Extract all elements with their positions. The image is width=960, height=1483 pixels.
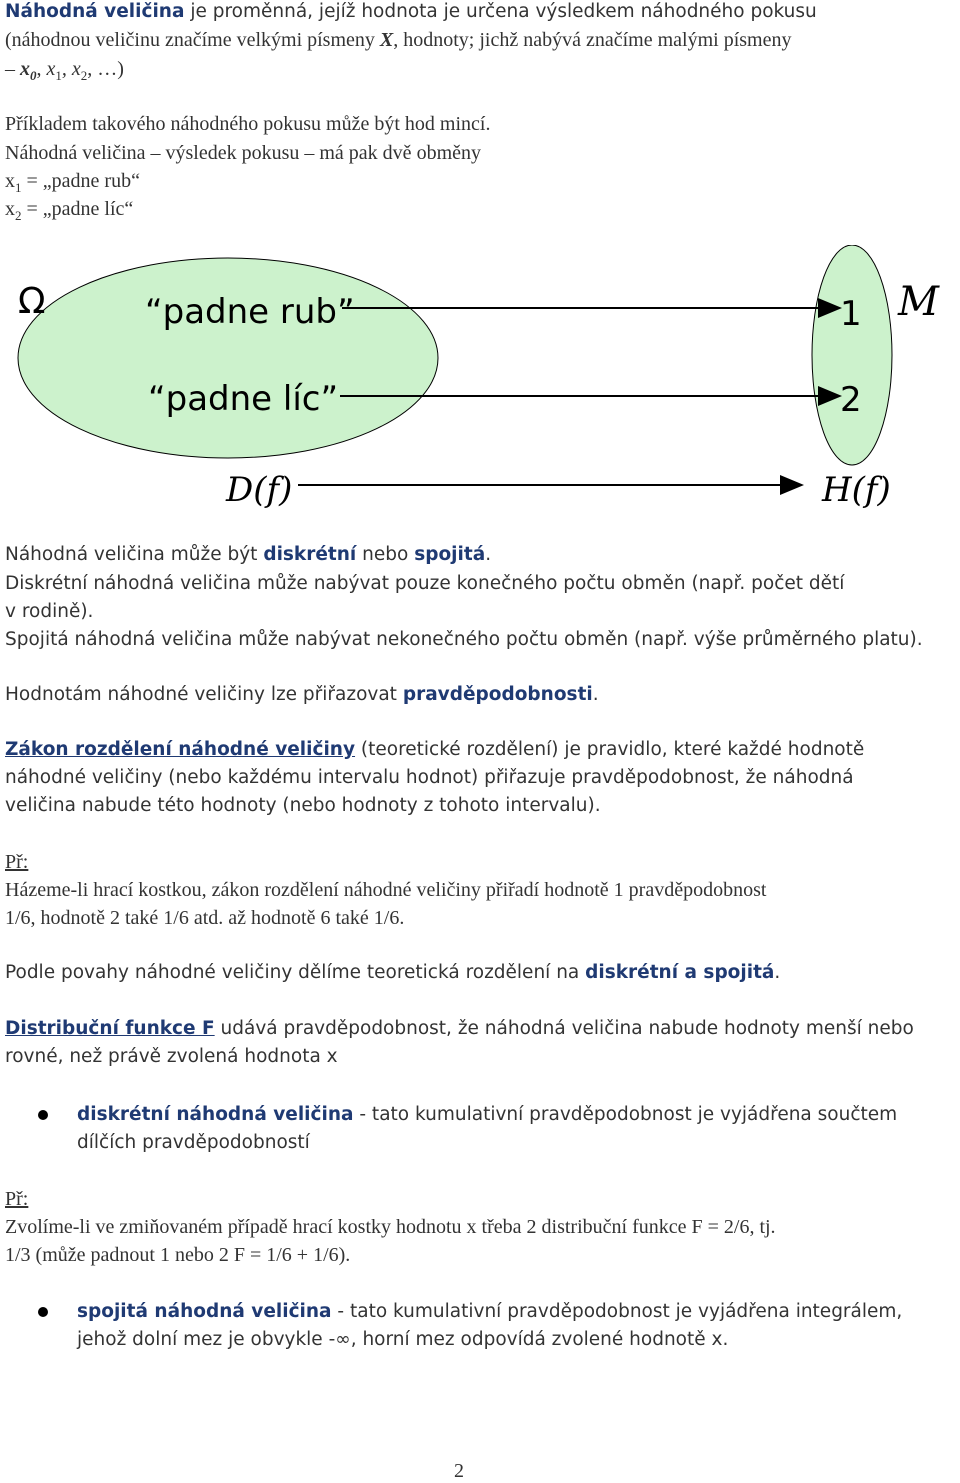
intro-text: – xyxy=(5,58,20,80)
coin-text: = „padne líc“ xyxy=(21,198,134,220)
cdf-line-1 xyxy=(5,1017,914,1041)
intro-text: je proměnná, jejíž hodnota je určena výsledkem náhodného pokusu xyxy=(184,1,817,22)
coin-x1 xyxy=(5,169,140,200)
term-discrete: diskrétní xyxy=(263,544,357,565)
term-discrete-variable: diskrétní náhodná veličina xyxy=(77,1104,354,1125)
bullet1-text: - tato kumulativní pravděpodobnost je vyjádřena součtem xyxy=(353,1104,898,1125)
symbol-x1: x xyxy=(46,58,56,80)
range-label: H(f) xyxy=(822,470,891,510)
coin-text: = „padne rub“ xyxy=(21,170,140,192)
bullet2-line-2 xyxy=(77,1328,728,1352)
division-text: . xyxy=(774,962,781,983)
law-line-2: náhodné veličiny (nebo každému intervalu hodnot) přiřazuje pravděpodobnost, že náhodná xyxy=(5,767,854,788)
value-2: 2 xyxy=(840,380,862,420)
term-probability: pravděpodobnosti xyxy=(402,684,593,705)
cdf-text: udává pravděpodobnost, že náhodná veličina nabude hodnoty menší nebo xyxy=(214,1018,914,1039)
intro-text: , hodnoty; jichž nabývá značíme malými písmeny xyxy=(393,29,792,51)
subscript: 0 xyxy=(30,68,37,83)
term-distribution-law: Zákon rozdělení náhodné veličiny xyxy=(5,739,356,760)
example-label-2: Př: xyxy=(5,1188,29,1210)
subscript: 1 xyxy=(55,68,62,83)
bullet2-text: , horní mez odpovídá zvolené hodnotě x. xyxy=(350,1329,729,1350)
intro-line-3 xyxy=(5,57,124,88)
subscript: 2 xyxy=(80,68,88,83)
domain-ellipse xyxy=(18,258,438,458)
types-line-3: v rodině). xyxy=(5,601,94,622)
coin-x2 xyxy=(5,197,133,228)
types-line-2: Diskrétní náhodná veličina může nabývat pouze konečného počtu obměn (např. počet dětí xyxy=(5,573,845,594)
example-label-1: Př: xyxy=(5,851,29,873)
page-number: 2 xyxy=(454,1460,464,1482)
term-continuous-variable: spojitá náhodná veličina xyxy=(77,1301,332,1322)
coin-line-1: Příkladem takového náhodného pokusu může být hod mincí. xyxy=(5,113,491,135)
symbol-x: x xyxy=(5,198,15,220)
symbol-x0: x xyxy=(20,58,30,80)
value-1: 1 xyxy=(840,294,862,334)
term-cdf: Distribuční funkce F xyxy=(5,1018,215,1039)
omega-label: Ω xyxy=(18,281,46,322)
bullet-point xyxy=(38,1307,48,1317)
bullet2-text: - tato kumulativní pravděpodobnost je vyjádřena integrálem, xyxy=(331,1301,903,1322)
symbol-X: X xyxy=(379,29,394,51)
intro-line-2 xyxy=(5,28,791,52)
law-text: (teoretické rozdělení) je pravidlo, které každé hodnotě xyxy=(355,739,865,760)
term-random-variable: Náhodná veličina xyxy=(5,1,185,22)
set-M-label: M xyxy=(898,279,939,325)
symbol-x: x xyxy=(5,170,15,192)
coin-line-2: Náhodná veličina – výsledek pokusu – má pak dvě obměny xyxy=(5,142,481,164)
subscript: 2 xyxy=(15,208,22,223)
example1-line-2: 1/6, hodnotě 2 také 1/6 atd. až hodnotě 6 také 1/6. xyxy=(5,907,405,929)
bullet1-line-2: dílčích pravděpodobností xyxy=(77,1132,310,1153)
outcome-padne-lic: “padne líc” xyxy=(148,379,339,419)
range-ellipse xyxy=(812,245,892,465)
intro-line-1 xyxy=(5,0,817,24)
probability-line xyxy=(5,683,599,707)
infinity-symbol: ∞ xyxy=(335,1329,351,1350)
intro-text: (náhodnou veličinu značíme velkými písmeny xyxy=(5,29,380,51)
bullet-point xyxy=(38,1110,48,1120)
example2-line-2: 1/3 (může padnout 1 nebo 2 F = 1/6 + 1/6). xyxy=(5,1244,351,1266)
intro-text: , xyxy=(36,58,47,80)
bullet2-line-1 xyxy=(77,1300,902,1324)
outcome-padne-rub: “padne rub” xyxy=(145,292,355,332)
term-discrete-continuous: diskrétní a spojitá xyxy=(585,962,775,983)
types-text: Náhodná veličina může být xyxy=(5,544,264,565)
symbol-x2: , x xyxy=(61,58,81,80)
domain-label: D(f) xyxy=(226,470,293,510)
types-line-4: Spojitá náhodná veličina může nabývat nekonečného počtu obměn (např. výše průměrného platu). xyxy=(5,629,923,650)
prob-text: Hodnotám náhodné veličiny lze přiřazovat xyxy=(5,684,403,705)
law-line-1 xyxy=(5,738,864,762)
example2-line-1: Zvolíme-li ve zmiňovaném případě hrací kostky hodnotu x třeba 2 distribuční funkce F = 2/6, tj. xyxy=(5,1216,776,1238)
types-text: . xyxy=(485,544,492,565)
bullet2-text: jehož dolní mez je obvykle - xyxy=(77,1329,336,1350)
cdf-line-2: rovné, než právě zvolená hodnota x xyxy=(5,1046,338,1067)
types-text: nebo xyxy=(356,544,415,565)
prob-text: . xyxy=(592,684,599,705)
bullet1-line-1 xyxy=(77,1103,897,1127)
division-line xyxy=(5,961,780,985)
term-continuous: spojitá xyxy=(414,544,486,565)
intro-text: , …) xyxy=(87,58,124,80)
division-text: Podle povahy náhodné veličiny dělíme teoretická rozdělení na xyxy=(5,962,586,983)
subscript: 1 xyxy=(15,180,22,195)
types-line-1 xyxy=(5,543,491,567)
law-line-3: veličina nabude této hodnoty (nebo hodnoty z tohoto intervalu). xyxy=(5,795,601,816)
mapping-diagram xyxy=(0,245,960,520)
example1-line-1: Házeme-li hrací kostkou, zákon rozdělení náhodné veličiny přiřadí hodnotě 1 pravděpodobnost xyxy=(5,879,767,901)
